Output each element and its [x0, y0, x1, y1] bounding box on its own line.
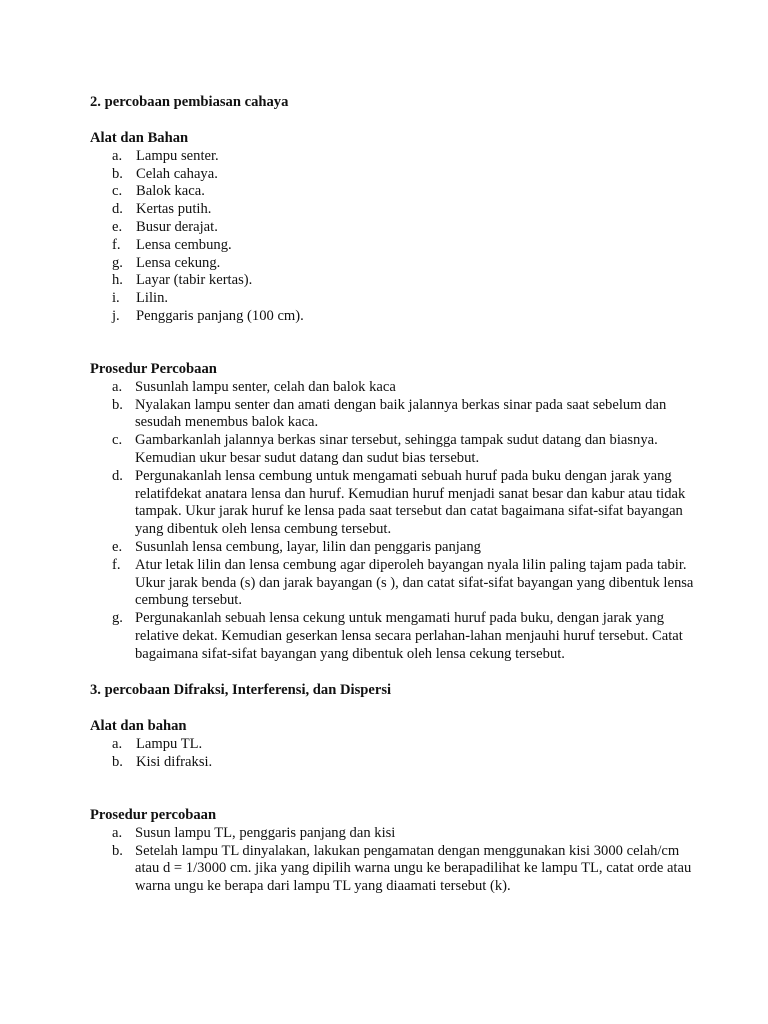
list-item [90, 754, 690, 772]
list-item [90, 201, 690, 219]
section3-tools-list [90, 736, 690, 772]
list-item [90, 183, 690, 201]
list-marker: a. [112, 735, 123, 752]
list-item [90, 379, 695, 397]
list-text: Lampu TL. [136, 735, 203, 752]
list-text: Balok kaca. [136, 183, 205, 200]
list-marker: h. [112, 272, 123, 289]
list-item [90, 843, 695, 896]
list-marker: a. [112, 378, 123, 395]
list-item [90, 237, 690, 255]
list-text: Busur derajat. [136, 218, 218, 235]
list-item [90, 557, 695, 610]
section2-title [90, 94, 690, 112]
list-item [90, 290, 690, 308]
list-text: Atur letak lilin dan lensa cembung agar diperoleh bayangan nyala lilin paling tajam pada tabir. Ukur jarak benda (s) dan jarak bayangan (s ), dan catat sifat-sifat bayangan yang dibentuk lensa cembung tersebut. [135, 556, 694, 609]
section3-tools [90, 718, 690, 771]
list-item [90, 255, 690, 273]
list-marker: f. [112, 236, 121, 253]
list-text: Kertas putih. [136, 201, 212, 218]
list-text: Lampu senter. [136, 147, 219, 164]
list-marker: b. [112, 753, 123, 770]
list-marker: g. [112, 254, 123, 271]
list-item [90, 272, 690, 290]
section3-procedure-list [90, 825, 695, 896]
list-marker: d. [112, 201, 123, 218]
list-text: Lilin. [136, 290, 169, 307]
list-text: Susunlah lampu senter, celah dan balok kaca [135, 378, 396, 395]
list-item [90, 308, 690, 326]
list-marker: b. [112, 165, 123, 182]
list-item [90, 432, 695, 468]
list-text: Layar (tabir kertas). [136, 272, 253, 289]
list-text: Lensa cekung. [136, 254, 221, 271]
list-item [90, 539, 695, 557]
section2-procedure [90, 361, 695, 664]
list-item [90, 825, 695, 843]
section3-tools-heading: Alat dan bahan [90, 718, 187, 734]
list-text: Susun lampu TL, penggaris panjang dan kisi [135, 824, 396, 841]
list-marker: b. [112, 396, 123, 413]
list-marker: b. [112, 842, 123, 859]
list-marker: e. [112, 538, 123, 555]
list-text: Susunlah lensa cembung, layar, lilin dan penggaris panjang [135, 538, 481, 555]
list-item [90, 610, 695, 663]
list-marker: f. [112, 556, 121, 573]
section2-procedure-list [90, 379, 695, 664]
list-text: Celah cahaya. [136, 165, 218, 182]
list-marker: i. [112, 290, 120, 307]
section3-procedure [90, 807, 695, 896]
section2-tools-heading: Alat dan Bahan [90, 130, 189, 146]
list-text: Kisi difraksi. [136, 753, 213, 770]
section3-procedure-heading: Prosedur percobaan [90, 807, 217, 823]
list-marker: a. [112, 824, 123, 841]
list-marker: c. [112, 183, 123, 200]
list-item [90, 736, 690, 754]
section2-tools-list [90, 148, 690, 326]
list-marker: a. [112, 147, 123, 164]
list-text: Pergunakanlah lensa cembung untuk mengamati sebuah huruf pada buku dengan jarak yang relatifdekat anatara lensa dan huruf. Kemudian huruf menjadi sanat besar dan kabur atau tidak tampak. Ukur jarak huruf ke lensa pada saat tersebut dan catat bagaimana sifat-sifat bayangan yang dibentuk oleh lensa cembung tersebut. [135, 467, 686, 538]
list-item [90, 148, 690, 166]
section3-title [90, 682, 690, 700]
section2-tools [90, 130, 690, 326]
list-marker: e. [112, 218, 123, 235]
section2-title-text: 2. percobaan pembiasan cahaya [90, 94, 289, 110]
list-item [90, 166, 690, 184]
section2-procedure-heading: Prosedur Percobaan [90, 361, 217, 377]
list-text: Penggaris panjang (100 cm). [136, 307, 304, 324]
list-item [90, 219, 690, 237]
list-item [90, 468, 695, 539]
list-text: Lensa cembung. [136, 236, 232, 253]
section3-title-text: 3. percobaan Difraksi, Interferensi, dan Dispersi [90, 682, 392, 698]
list-marker: d. [112, 467, 123, 484]
list-text: Gambarkanlah jalannya berkas sinar tersebut, sehingga tampak sudut datang dan biasnya. Kemudian ukur besar sudut datang dan sudut bias tersebut. [135, 432, 658, 466]
list-item [90, 397, 695, 433]
list-text: Nyalakan lampu senter dan amati dengan baik jalannya berkas sinar pada saat sebelum dan sesudah menembus balok kaca. [135, 396, 667, 431]
list-marker: g. [112, 610, 123, 627]
list-text: Pergunakanlah sebuah lensa cekung untuk mengamati huruf pada buku, dengan jarak yang relative dekat. Kemudian geserkan lensa secara perlahan-lahan menjauhi huruf tersebut. Catat bagaimana sifat-sifat bayangan yang dibentuk oleh lensa cekung tersebut. [135, 610, 683, 662]
list-text: Setelah lampu TL dinyalakan, lakukan pengamatan dengan menggunakan kisi 3000 celah/cm atau d = 1/3000 cm. jika yang dipilih warna ungu ke berapadilihat ke lampu TL, catat orde atau warna ungu ke berapa dari lampu TL yang diaamati tersebut (k). [135, 842, 692, 895]
list-marker: j. [112, 307, 120, 324]
list-marker: c. [112, 432, 123, 449]
